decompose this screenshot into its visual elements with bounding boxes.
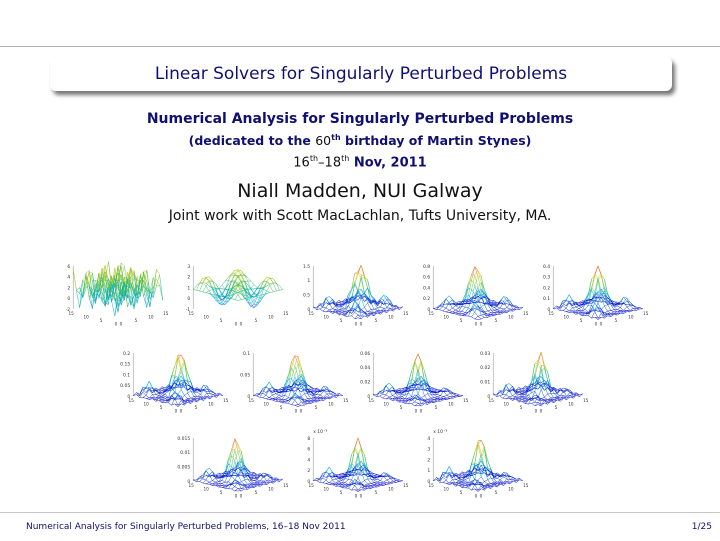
x-tick-label: 15: [68, 310, 74, 316]
y-tick-label: 5: [134, 318, 138, 324]
surface-mesh: [193, 439, 283, 491]
x-tick-label: 10: [83, 314, 89, 320]
z-tick-label: 6: [307, 447, 311, 453]
surface-plot-4: [423, 264, 529, 327]
y-tick-label: 5: [494, 490, 498, 496]
footer-text: Numerical Analysis for Singularly Perturbed Problems, 16–18 Nov 2011: [26, 522, 346, 532]
z-tick-label: 1: [427, 469, 431, 475]
z-tick-label: 0.4: [423, 286, 431, 292]
z-tick-label: 8: [307, 436, 311, 442]
z-tick-label: 0: [307, 479, 311, 485]
x-tick-label: 0: [354, 493, 358, 499]
dedication-sup: th: [331, 133, 341, 142]
y-tick-label: 10: [268, 314, 274, 320]
surface-mesh: [313, 438, 403, 492]
x-tick-label: 5: [219, 318, 223, 324]
x-tick-label: 15: [128, 397, 134, 403]
z-tick-label: 0.15: [120, 362, 131, 368]
z-tick-label: 0.02: [360, 380, 371, 386]
z-tick-label: 0.2: [423, 297, 431, 303]
y-tick-label: 15: [163, 310, 169, 316]
x-tick-label: 0: [114, 321, 118, 327]
surface-plot-5: [543, 264, 649, 327]
z-tick-label: 0: [247, 394, 251, 400]
y-tick-label: 10: [148, 314, 154, 320]
date-end-sup: th: [341, 154, 350, 163]
surface-plot-8: [360, 351, 469, 414]
x-tick-label: 10: [143, 401, 149, 407]
y-tick-label: 15: [403, 482, 409, 488]
x-tick-label: 0: [354, 321, 358, 327]
dedication: [0, 133, 720, 148]
slide-title: Linear Solvers for Singularly Perturbed Problems: [154, 64, 568, 84]
date-start-sup: th: [309, 154, 319, 163]
z-tick-label: 0.005: [177, 465, 191, 471]
y-tick-label: 10: [268, 486, 274, 492]
x-tick-label: 10: [443, 486, 449, 492]
x-tick-label: 5: [459, 490, 463, 496]
surface-mesh: [433, 267, 523, 320]
surface-plot-6: [120, 351, 229, 414]
surface-mesh: [133, 355, 223, 407]
y-tick-label: 5: [494, 318, 498, 324]
x-tick-label: 0: [594, 321, 598, 327]
z-tick-label: 4: [307, 458, 311, 464]
z-tick-label: 0.015: [177, 436, 191, 442]
z-tick-label: 2: [427, 458, 431, 464]
surface-mesh: [193, 270, 283, 308]
y-tick-label: 15: [283, 482, 289, 488]
date-separator: –: [318, 155, 325, 171]
x-tick-label: 15: [308, 482, 314, 488]
z-axis: [427, 429, 447, 485]
x-tick-label: 15: [488, 397, 494, 403]
bottom-rule: [0, 512, 720, 513]
x-tick-label: 10: [323, 486, 329, 492]
z-tick-label: 4: [427, 436, 431, 442]
y-tick-label: 0: [359, 493, 363, 499]
z-tick-label: 0.1: [243, 351, 251, 357]
y-tick-label: 0: [599, 321, 603, 327]
z-tick-label: 0: [547, 307, 551, 313]
x-tick-label: 5: [339, 318, 343, 324]
x-tick-label: 0: [174, 408, 178, 414]
title-box: [50, 57, 672, 91]
x-tick-label: 5: [399, 405, 403, 411]
z-tick-label: 0.2: [123, 351, 131, 357]
z-axis: [360, 351, 373, 400]
y-tick-label: 10: [628, 314, 634, 320]
x-tick-label: 10: [203, 314, 209, 320]
z-axis: [480, 351, 493, 400]
date-end: 18: [324, 155, 342, 171]
x-tick-label: 5: [519, 405, 523, 411]
x-tick-label: 10: [203, 486, 209, 492]
y-tick-label: 5: [374, 318, 378, 324]
z-tick-label: 0.05: [240, 373, 251, 379]
date-tail: Nov, 2011: [349, 155, 427, 171]
x-tick-label: 0: [234, 493, 238, 499]
z-tick-label: 0: [307, 307, 311, 313]
y-tick-label: 10: [328, 401, 334, 407]
y-tick-label: 0: [179, 408, 183, 414]
z-tick-label: 0.01: [180, 451, 191, 457]
y-tick-label: 0: [479, 493, 483, 499]
z-axis: [423, 264, 433, 313]
y-tick-label: 15: [583, 397, 589, 403]
x-tick-label: 5: [219, 490, 223, 496]
z-tick-label: 0: [487, 394, 491, 400]
dedication-post: birthday of Martin Stynes): [340, 133, 532, 149]
x-tick-label: 0: [414, 408, 418, 414]
z-tick-label: 0.06: [360, 351, 371, 357]
x-tick-label: 15: [188, 310, 194, 316]
z-tick-label: -1: [185, 307, 191, 313]
z-tick-label: 0.05: [120, 384, 131, 390]
x-tick-label: 5: [99, 318, 103, 324]
x-tick-label: 15: [308, 310, 314, 316]
z-tick-label: 0.2: [543, 286, 551, 292]
y-tick-label: 5: [614, 318, 618, 324]
z-tick-label: 4: [67, 275, 71, 281]
surface-plots-figure: [0, 245, 720, 510]
z-axis: [543, 264, 553, 313]
z-tick-label: 2: [307, 469, 311, 475]
x-tick-label: 0: [474, 321, 478, 327]
y-tick-label: 5: [254, 318, 258, 324]
z-axis: [303, 264, 313, 313]
y-tick-label: 15: [343, 397, 349, 403]
z-tick-label: -2: [65, 307, 71, 313]
surface-plot-9: [480, 351, 589, 414]
surface-plot-2: [186, 264, 289, 327]
y-tick-label: 0: [119, 321, 123, 327]
z-tick-label: 0.5: [303, 293, 311, 299]
y-tick-label: 0: [239, 493, 243, 499]
x-tick-label: 15: [248, 397, 254, 403]
surface-mesh: [433, 440, 523, 492]
z-scale-label: x 10⁻³: [313, 429, 328, 435]
y-tick-label: 0: [539, 408, 543, 414]
x-tick-label: 0: [534, 408, 538, 414]
surface-plot-1: [66, 261, 169, 326]
z-tick-label: 6: [67, 264, 71, 270]
y-tick-label: 5: [374, 490, 378, 496]
y-tick-label: 15: [523, 482, 529, 488]
x-tick-label: 5: [159, 405, 163, 411]
x-tick-label: 10: [263, 401, 269, 407]
x-tick-label: 10: [383, 401, 389, 407]
conference-name: Numerical Analysis for Singularly Perturbed Problems: [146, 111, 574, 127]
surface-plot-7: [240, 351, 349, 414]
z-axis: [66, 264, 74, 313]
z-axis: [240, 351, 253, 400]
z-tick-label: 3: [427, 447, 431, 453]
z-tick-label: 0.6: [423, 275, 431, 281]
z-tick-label: 1: [307, 279, 311, 285]
z-tick-label: 0.02: [480, 366, 491, 372]
x-tick-label: 0: [294, 408, 298, 414]
surface-mesh: [73, 261, 163, 316]
y-tick-label: 5: [434, 405, 438, 411]
y-tick-label: 0: [239, 321, 243, 327]
surface-plot-10: [177, 436, 288, 499]
x-tick-label: 0: [474, 493, 478, 499]
author: Niall Madden, NUI Galway: [237, 180, 483, 202]
z-tick-label: 0: [127, 394, 131, 400]
surface-mesh: [373, 354, 463, 406]
x-tick-label: 5: [579, 318, 583, 324]
x-tick-label: 5: [279, 405, 283, 411]
z-tick-label: 2: [187, 275, 191, 281]
z-tick-label: 0.4: [543, 264, 551, 270]
z-axis: [177, 436, 193, 485]
y-tick-label: 10: [448, 401, 454, 407]
y-tick-label: 15: [523, 310, 529, 316]
surface-mesh: [253, 356, 343, 407]
x-tick-label: 15: [428, 482, 434, 488]
z-tick-label: 1.5: [303, 264, 311, 270]
y-tick-label: 5: [194, 405, 198, 411]
y-tick-label: 15: [223, 397, 229, 403]
z-tick-label: 0: [427, 479, 431, 485]
z-tick-label: 0.01: [480, 380, 491, 386]
z-tick-label: 0: [67, 297, 71, 303]
z-tick-label: 2: [67, 286, 71, 292]
y-tick-label: 10: [508, 486, 514, 492]
y-tick-label: 0: [359, 321, 363, 327]
y-tick-label: 10: [388, 486, 394, 492]
top-rule: [0, 46, 720, 47]
z-tick-label: 0.8: [423, 264, 431, 270]
surface-mesh: [493, 352, 583, 406]
y-tick-label: 5: [314, 405, 318, 411]
surface-mesh: [313, 265, 403, 319]
y-tick-label: 10: [568, 401, 574, 407]
z-tick-label: 3: [187, 264, 191, 270]
y-tick-label: 15: [463, 397, 469, 403]
z-tick-label: 0: [187, 297, 191, 303]
z-tick-label: 0.1: [543, 297, 551, 303]
y-tick-label: 15: [643, 310, 649, 316]
z-tick-label: 0: [367, 394, 371, 400]
surface-plot-12: [427, 429, 528, 499]
x-tick-label: 10: [503, 401, 509, 407]
y-tick-label: 15: [403, 310, 409, 316]
z-tick-label: 1: [187, 286, 191, 292]
x-tick-label: 10: [443, 314, 449, 320]
x-tick-label: 10: [563, 314, 569, 320]
y-tick-label: 10: [388, 314, 394, 320]
y-tick-label: 0: [299, 408, 303, 414]
x-tick-label: 15: [368, 397, 374, 403]
x-tick-label: 10: [323, 314, 329, 320]
y-tick-label: 10: [208, 401, 214, 407]
z-axis: [186, 264, 194, 313]
page-number: 1/25: [691, 522, 712, 532]
z-tick-label: 0: [187, 479, 191, 485]
dedication-number: 60: [315, 133, 332, 149]
x-tick-label: 15: [548, 310, 554, 316]
joint-work: Joint work with Scott MacLachlan, Tufts University, MA.: [168, 208, 552, 224]
dedication-pre: (dedicated to the: [188, 133, 316, 149]
y-tick-label: 0: [479, 321, 483, 327]
x-tick-label: 15: [188, 482, 194, 488]
y-tick-label: 0: [419, 408, 423, 414]
z-tick-label: 0.04: [360, 366, 371, 372]
z-scale-label: x 10⁻³: [433, 429, 448, 435]
x-tick-label: 5: [459, 318, 463, 324]
z-tick-label: 0: [427, 307, 431, 313]
z-axis: [120, 351, 133, 400]
y-tick-label: 10: [508, 314, 514, 320]
conference-dates: [0, 154, 720, 170]
z-tick-label: 0.03: [480, 351, 491, 357]
date-start: 16: [293, 155, 310, 171]
x-tick-label: 0: [234, 321, 238, 327]
surface-plot-11: [307, 429, 408, 499]
x-tick-label: 15: [428, 310, 434, 316]
surface-plot-3: [303, 264, 409, 327]
y-tick-label: 15: [283, 310, 289, 316]
y-tick-label: 5: [554, 405, 558, 411]
y-tick-label: 5: [254, 490, 258, 496]
surface-mesh: [553, 266, 643, 320]
x-tick-label: 5: [339, 490, 343, 496]
z-tick-label: 0.1: [123, 373, 131, 379]
z-tick-label: 0.3: [543, 275, 551, 281]
